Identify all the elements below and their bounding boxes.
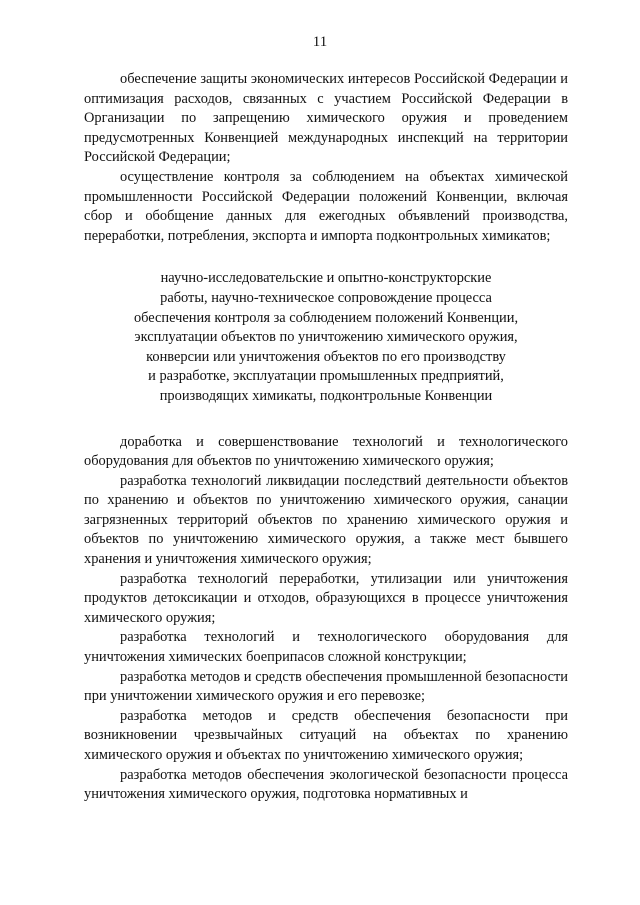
paragraph: разработка методов и средств обеспечения безопасности при возникновении чрезвычайных ситуаций на объектах по хранению химического оружия и объектах по уничтожению химического оружия; — [84, 707, 568, 763]
section-heading-line: обеспечения контроля за соблюдением положений Конвенции, — [133, 309, 519, 326]
section-heading — [84, 269, 568, 406]
paragraph: разработка методов и средств обеспечения промышленной безопасности при уничтожении химического оружия и его перевозке; — [84, 668, 568, 705]
section-heading-line: эксплуатации объектов по уничтожению химического оружия, — [134, 329, 518, 346]
section-heading-line: научно-исследовательские и опытно-конструкторские — [160, 270, 492, 287]
section-heading-line: производящих химикаты, подконтрольные Конвенции — [159, 387, 493, 404]
paragraph: разработка технологий переработки, утилизации или уничтожения продуктов детоксикации и отходов, образующихся в процессе уничтожения химического оружия; — [84, 570, 568, 626]
paragraph: разработка технологий ликвидации последствий деятельности объектов по хранению и объектов по уничтожению химического оружия, санации загрязненных территорий объектов по хранению химического оружия и объектов по уничтожению химического оружия, а также мест бывшего хранения и уничтожения химического оружия; — [84, 472, 568, 568]
page-number: 11 — [312, 34, 328, 50]
paragraph: осуществление контроля за соблюдением на объектах химической промышленности Российской Федерации положений Конвенции, включая сбор и обобщение данных для ежегодных объявлений производства, переработки, потребления, экспорта и импорта подконтрольных химикатов; — [84, 168, 568, 244]
paragraph: разработка технологий и технологического оборудования для уничтожения химических боеприпасов сложной конструкции; — [84, 629, 568, 666]
paragraph: разработка методов обеспечения экологической безопасности процесса уничтожения химического оружия, подготовка нормативных и — [84, 766, 568, 803]
section-heading-line: конверсии или уничтожения объектов по его производству — [146, 348, 506, 365]
paragraph: обеспечение защиты экономических интересов Российской Федерации и оптимизация расходов, связанных с участием Российской Федерации в Организации по запрещению химического оружия и проведением предусмотренных Конвенцией международных инспекций на территории Российской Федерации; — [84, 71, 568, 166]
section-heading-line: и разработке, эксплуатации промышленных предприятий, — [148, 368, 504, 385]
paragraph: доработка и совершенствование технологий и технологического оборудования для объектов по уничтожению химического оружия; — [84, 433, 568, 470]
document-body — [84, 70, 568, 805]
section-heading-line: работы, научно-техническое сопровождение процесса — [160, 289, 492, 306]
